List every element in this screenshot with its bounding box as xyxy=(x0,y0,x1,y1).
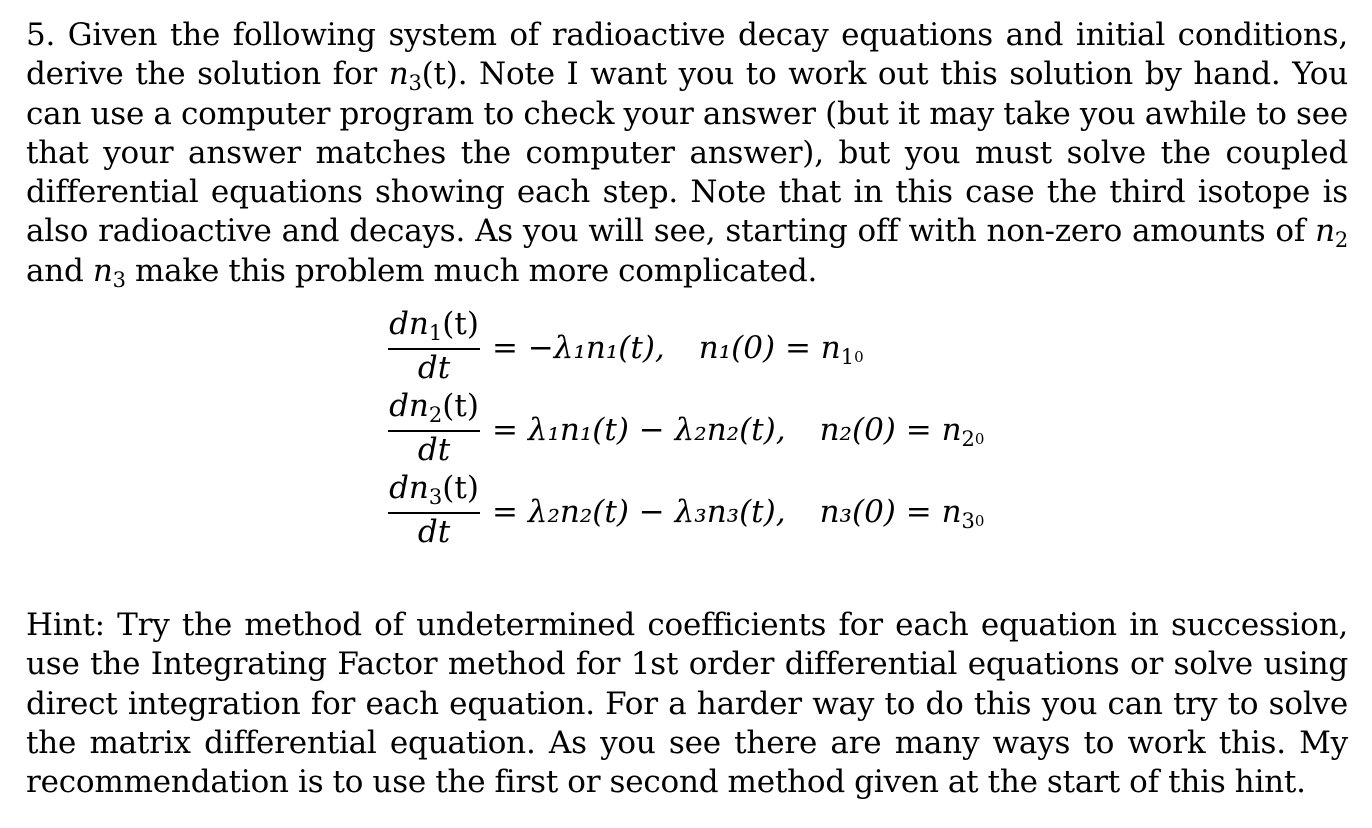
target-variable xyxy=(388,56,458,96)
derivative-denominator-1: dt xyxy=(417,350,451,386)
numerator-d-n-1: dn xyxy=(389,306,429,342)
numerator-argument-1: (t) xyxy=(442,306,479,342)
equation-rhs-3 xyxy=(492,494,985,533)
numerator-subscript-2: 2 xyxy=(428,403,443,427)
initial-condition-lhs-1: n₁(0) = n xyxy=(698,330,841,366)
initial-condition-1 xyxy=(698,330,864,369)
initial-condition-subsubscript-3: 0 xyxy=(974,512,985,530)
numerator-subscript-3: 3 xyxy=(428,485,443,509)
rhs-expression-2: = λ₁n₁(t) − λ₂n₂(t), xyxy=(492,412,786,448)
rhs-expression-3: = λ₂n₂(t) − λ₃n₃(t), xyxy=(492,494,786,530)
derivative-denominator-3: dt xyxy=(417,514,451,550)
initial-condition-subsubscript-1: 0 xyxy=(854,348,864,366)
variable-n3-subscript: 3 xyxy=(112,267,126,292)
variable-n2-letter: n xyxy=(1315,213,1335,250)
rhs-expression-1: = −λ₁n₁(t), xyxy=(492,330,665,366)
derivative-fraction-2 xyxy=(388,388,480,470)
derivative-numerator-3 xyxy=(388,470,480,509)
initial-condition-2 xyxy=(819,412,985,451)
initial-condition-3 xyxy=(819,494,985,533)
problem-intro-text: 5. Given the following system of radioactive decay equations and initial conditions, derive the solution for xyxy=(26,17,1348,93)
problem-body-text: . Note I want you to work out this solution by hand. You can use a computer program to check your answer (but it may take you awhile to see that your answer matches the computer answer), but you must solve the coupled differential equations showing each step. Note that in this case the third isotope is also radioactive and decays. As you will see, starting off with non-zero amounts of xyxy=(26,56,1348,250)
variable-n3-letter: n xyxy=(92,252,113,289)
initial-condition-subscript-2: 2 xyxy=(961,427,975,451)
problem-statement xyxy=(26,16,1348,291)
equation-rhs-1 xyxy=(492,330,864,369)
target-variable-subscript: 3 xyxy=(408,71,422,96)
target-variable-argument: (t) xyxy=(421,56,458,93)
numerator-argument-3: (t) xyxy=(442,470,479,506)
numerator-argument-2: (t) xyxy=(442,388,479,424)
derivative-denominator-2: dt xyxy=(417,432,451,468)
derivative-fraction-3 xyxy=(388,470,480,552)
variable-n3 xyxy=(92,252,126,292)
variable-n2-subscript: 2 xyxy=(1334,228,1348,253)
target-variable-letter: n xyxy=(388,56,409,93)
initial-condition-lhs-2: n₂(0) = n xyxy=(819,412,962,448)
initial-condition-subscript-1: 1 xyxy=(840,345,855,369)
derivative-numerator-2 xyxy=(388,388,480,427)
equation-rhs-2 xyxy=(492,412,985,451)
hint-paragraph: Hint: Try the method of undetermined coefficients for each equation in succession, use the Integrating Factor method for 1st order differential equations or solve using direct integration for each equation. For a harder way to do this you can try to solve the matrix differential equation. As you see there are many ways to work this. My recommendation is to use the first or second method given at the start of this hint. xyxy=(26,607,1348,801)
numerator-d-n-2: dn xyxy=(389,388,429,424)
variable-n2 xyxy=(1315,213,1348,253)
numerator-subscript-1: 1 xyxy=(428,321,443,345)
initial-condition-lhs-3: n₃(0) = n xyxy=(819,494,962,530)
initial-condition-subsubscript-2: 0 xyxy=(974,430,985,448)
numerator-d-n-3: dn xyxy=(389,470,429,506)
problem-closing-text: make this problem much more complicated. xyxy=(125,252,818,289)
initial-condition-subscript-3: 3 xyxy=(961,509,975,533)
derivative-fraction-1 xyxy=(388,306,480,388)
problem-conjunction-text: and xyxy=(26,252,93,289)
derivative-numerator-1 xyxy=(388,306,480,345)
